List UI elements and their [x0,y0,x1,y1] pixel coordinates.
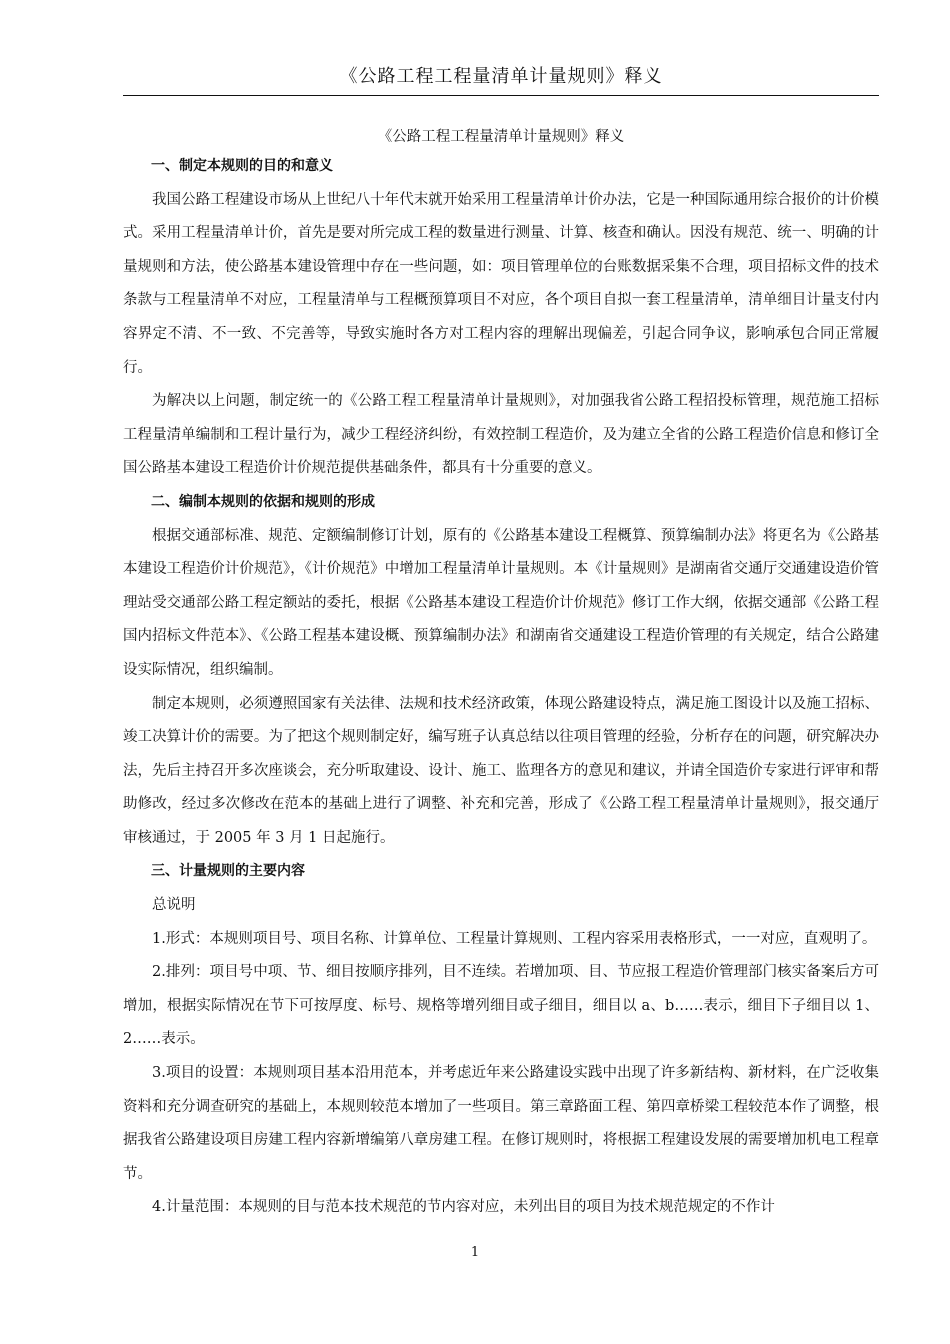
document-body [123,118,879,1225]
paragraph: 根据交通部标准、规范、定额编制修订计划，原有的《公路基本建设工程概算、预算编制办法》将更名为《公路基本建设工程造价计价规范》，《计价规范》中增加工程量清单计量规则。本《计量规则》是湖南省交通厅交通建设造价管理站受交通部公路工程定额站的委托，根据《公路基本建设工程造价计价规范》修订工作大纲，依据交通部《公路工程国内招标文件范本》、《公路工程基本建设概、预算编制办法》和湖南省交通建设工程造价管理的有关规定，结合公路建设实际情况，组织编制。 [123,527,879,678]
paragraph: 为解决以上问题，制定统一的《公路工程工程量清单计量规则》，对加强我省公路工程招投标管理，规范施工招标工程量清单编制和工程计量行为，减少工程经济纠纷，有效控制工程造价，及为建立全省的公路工程造价信息和修订全国公路基本建设工程造价计价规范提供基础条件，都具有十分重要的意义。 [123,393,879,477]
paragraph: 3.项目的设置：本规则项目基本沿用范本，并考虑近年来公路建设实践中出现了许多新结构、新材料，在广泛收集资料和充分调查研究的基础上，本规则较范本增加了一些项目。第三章路面工程、第四章桥梁工程较范本作了调整，根据我省公路建设项目房建工程内容新增编第八章房建工程。在修订规则时，将根据工程建设发展的需要增加机电工程章节。 [123,1065,879,1182]
paragraph: 4.计量范围：本规则的目与范本技术规范的节内容对应，未列出目的项目为技术规范规定的不作计 [152,1199,775,1216]
page-number: 1 [470,1245,480,1260]
paragraph: 1.形式：本规则项目号、项目名称、计算单位、工程量计算规则、工程内容采用表格形式，一一对应，直观明了。 [152,930,877,947]
paragraph: 我国公路工程建设市场从上世纪八十年代末就开始采用工程量清单计价办法，它是一种国际通用综合报价的计价模式。采用工程量清单计价，首先是要对所完成工程的数量进行测量、计算、核查和确认。因没有规范、统一、明确的计量规则和方法，使公路基本建设管理中存在一些问题，如：项目管理单位的台账数据采集不合理，项目招标文件的技术条款与工程量清单不对应，工程量清单与工程概预算项目不对应，各个项目自拟一套工程量清单，清单细目计量支付内容界定不清、不一致、不完善等，导致实施时各方对工程内容的理解出现偏差，引起合同争议，影响承包合同正常履行。 [123,191,879,376]
header-divider [123,95,879,96]
document-title: 《公路工程工程量清单计量规则》释义 [377,129,625,145]
section-heading: 二、编制本规则的依据和规则的形成 [151,493,375,510]
running-header: 《公路工程工程量清单计量规则》释义 [339,66,663,87]
paragraph: 总说明 [152,897,196,914]
paragraph: 2.排列：项目号中项、节、细目按顺序排列，目不连续。若增加项、目、节应报工程造价管理部门核实备案后方可增加，根据实际情况在节下可按厚度、标号、规格等增列细目或子细目，细目以 a、b……表示，细目下子细目以 1、2……表示。 [123,964,879,1048]
section-heading: 一、制定本规则的目的和意义 [151,158,333,174]
paragraph: 制定本规则，必须遵照国家有关法律、法规和技术经济政策，体现公路建设特点，满足施工图设计以及施工招标、竣工决算计价的需要。为了把这个规则制定好，编写班子认真总结以往项目管理的经验，分析存在的问题，研究解决办法，先后主持召开多次座谈会，充分听取建设、设计、施工、监理各方的意见和建议，并请全国造价专家进行评审和帮助修改，经过多次修改在范本的基础上进行了调整、补充和完善，形成了《公路工程工程量清单计量规则》，报交通厅审核通过，于 2005 年 3 月 1 日起施行。 [123,695,879,846]
section-heading: 三、计量规则的主要内容 [151,863,305,880]
